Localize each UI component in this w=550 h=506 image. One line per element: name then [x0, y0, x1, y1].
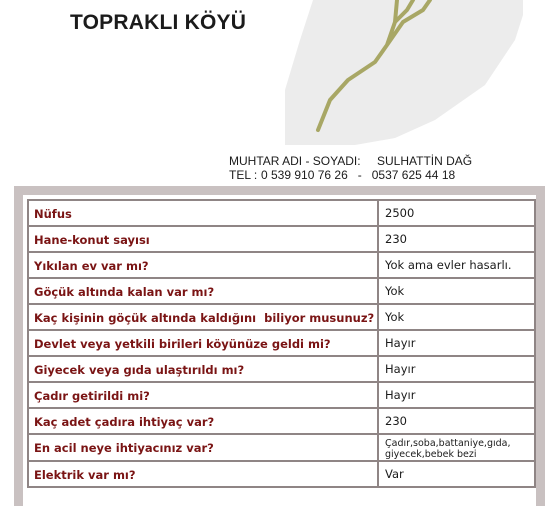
question-cell: Giyecek veya gıda ulaştırıldı mı? — [28, 356, 378, 382]
table-row — [28, 356, 535, 382]
table-row — [28, 200, 535, 226]
table-row — [28, 330, 535, 356]
answer-cell: Hayır — [378, 382, 535, 408]
page-title: TOPRAKLI KÖYÜ — [70, 11, 247, 34]
answer-cell: 2500 — [378, 200, 535, 226]
question-cell: Hane-konut sayısı — [28, 226, 378, 252]
question-cell: En acil neye ihtiyacınız var? — [28, 434, 378, 461]
survey-frame — [14, 186, 545, 506]
answer-cell: Yok — [378, 304, 535, 330]
answer-cell: Hayır — [378, 356, 535, 382]
table-row — [28, 278, 535, 304]
question-cell: Göçük altında kalan var mı? — [28, 278, 378, 304]
answer-cell: 230 — [378, 226, 535, 252]
question-cell: Devlet veya yetkili birileri köyünüze geldi mi? — [28, 330, 378, 356]
answer-cell: 230 — [378, 408, 535, 434]
question-cell: Çadır getirildi mi? — [28, 382, 378, 408]
answer-cell: Hayır — [378, 330, 535, 356]
muhtar-name: SULHATTİN DAĞ — [377, 154, 473, 168]
table-row — [28, 434, 535, 461]
table-row — [28, 382, 535, 408]
answer-cell: Çadır,soba,battaniye,gıda, giyecek,bebek bezi — [378, 434, 535, 461]
answer-cell: Var — [378, 461, 535, 487]
table-row — [28, 304, 535, 330]
answer-cell: Yok — [378, 278, 535, 304]
question-cell: Kaç adet çadıra ihtiyaç var? — [28, 408, 378, 434]
table-row — [28, 408, 535, 434]
answer-cell: Yok ama evler hasarlı. — [378, 252, 535, 278]
table-row — [28, 461, 535, 487]
table-row — [28, 226, 535, 252]
question-cell: Yıkılan ev var mı? — [28, 252, 378, 278]
muhtar-info — [229, 154, 472, 182]
muhtar-label: MUHTAR ADI - SOYADI: — [229, 154, 361, 168]
tel-label: TEL : — [229, 168, 258, 182]
phone-numbers: 0 539 910 76 26 - 0537 625 44 18 — [261, 168, 456, 182]
question-cell: Elektrik var mı? — [28, 461, 378, 487]
village-map — [285, 0, 525, 145]
table-row — [28, 252, 535, 278]
question-cell: Nüfus — [28, 200, 378, 226]
survey-panel — [23, 195, 536, 506]
question-cell: Kaç kişinin göçük altında kaldığını biliyor musunuz? — [28, 304, 378, 330]
survey-table — [27, 199, 536, 488]
